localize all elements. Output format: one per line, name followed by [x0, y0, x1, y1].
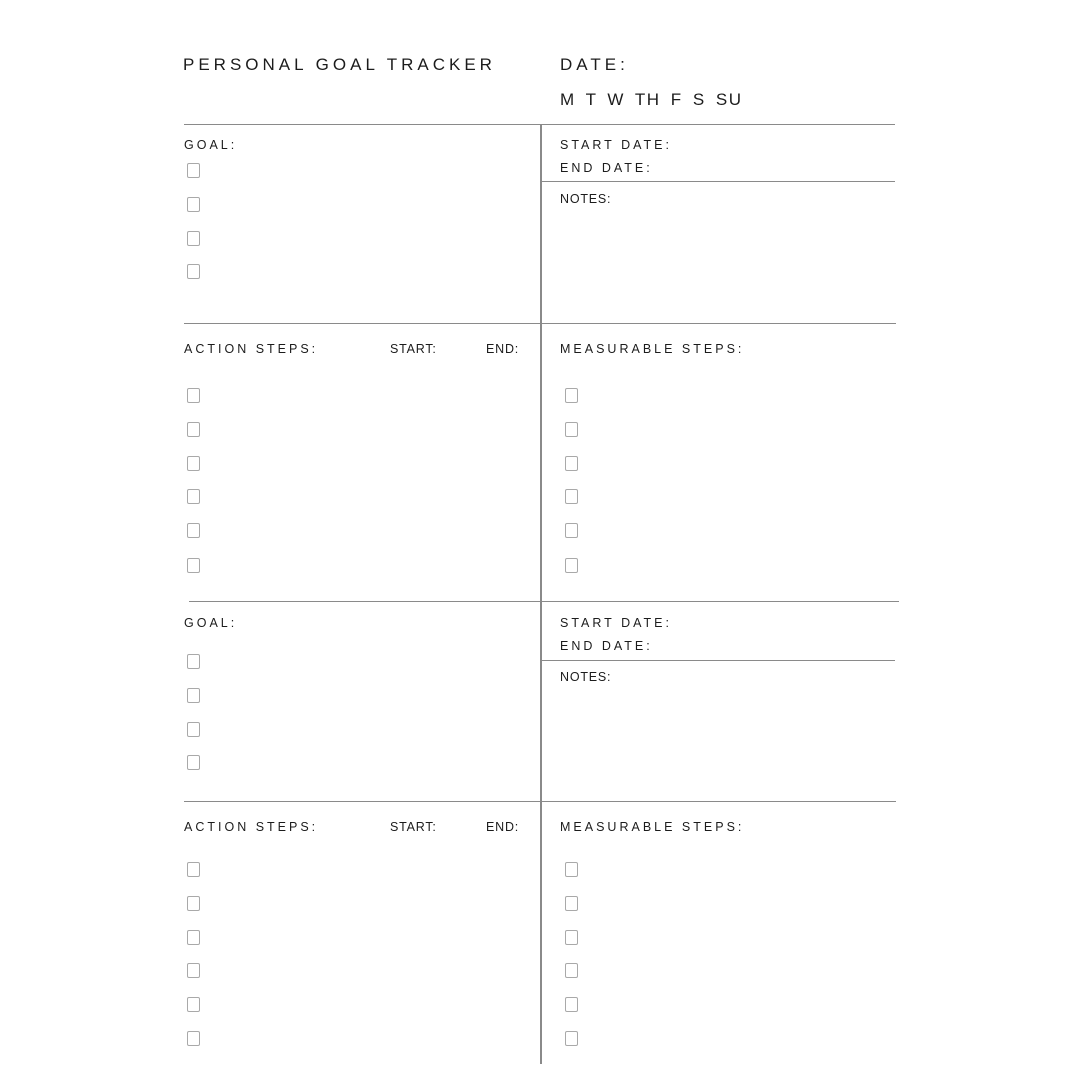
measurable-step-checkbox[interactable] — [565, 523, 578, 538]
goal-checkbox[interactable] — [187, 722, 200, 737]
goal-checkbox[interactable] — [187, 688, 200, 703]
action-step-checkbox[interactable] — [187, 523, 200, 538]
end-date-label: END DATE: — [560, 639, 653, 653]
measurable-step-checkbox[interactable] — [565, 422, 578, 437]
start-label: START: — [390, 820, 437, 834]
date-label: DATE: — [560, 55, 629, 74]
measurable-step-checkbox[interactable] — [565, 862, 578, 877]
goal-checkbox[interactable] — [187, 264, 200, 279]
action-step-checkbox[interactable] — [187, 997, 200, 1012]
action-step-checkbox[interactable] — [187, 388, 200, 403]
start-date-label: START DATE: — [560, 138, 672, 152]
end-label: END: — [486, 820, 520, 834]
measurable-step-checkbox[interactable] — [565, 558, 578, 573]
measurable-step-checkbox[interactable] — [565, 388, 578, 403]
divider — [189, 601, 899, 602]
measurable-step-checkbox[interactable] — [565, 930, 578, 945]
end-date-label: END DATE: — [560, 161, 653, 175]
page-title: PERSONAL GOAL TRACKER — [183, 55, 496, 74]
notes-label: NOTES: — [560, 670, 612, 684]
action-step-checkbox[interactable] — [187, 930, 200, 945]
measurable-steps-label: MEASURABLE STEPS: — [560, 820, 745, 834]
divider — [542, 181, 895, 182]
goal-checkbox[interactable] — [187, 231, 200, 246]
column-divider — [540, 124, 542, 1064]
goal-label: GOAL: — [184, 138, 238, 152]
measurable-step-checkbox[interactable] — [565, 489, 578, 504]
end-label: END: — [486, 342, 520, 356]
notes-label: NOTES: — [560, 192, 612, 206]
goal-checkbox[interactable] — [187, 163, 200, 178]
action-step-checkbox[interactable] — [187, 422, 200, 437]
weekday-row: M T W TH F S SU — [560, 90, 743, 109]
action-steps-label: ACTION STEPS: — [184, 342, 319, 356]
action-steps-label: ACTION STEPS: — [184, 820, 319, 834]
measurable-step-checkbox[interactable] — [565, 997, 578, 1012]
action-step-checkbox[interactable] — [187, 558, 200, 573]
action-step-checkbox[interactable] — [187, 896, 200, 911]
goal-checkbox[interactable] — [187, 755, 200, 770]
action-step-checkbox[interactable] — [187, 489, 200, 504]
action-step-checkbox[interactable] — [187, 963, 200, 978]
measurable-step-checkbox[interactable] — [565, 1031, 578, 1046]
measurable-step-checkbox[interactable] — [565, 456, 578, 471]
measurable-steps-label: MEASURABLE STEPS: — [560, 342, 745, 356]
action-step-checkbox[interactable] — [187, 862, 200, 877]
measurable-step-checkbox[interactable] — [565, 896, 578, 911]
goal-label: GOAL: — [184, 616, 238, 630]
goal-checkbox[interactable] — [187, 197, 200, 212]
measurable-step-checkbox[interactable] — [565, 963, 578, 978]
action-step-checkbox[interactable] — [187, 1031, 200, 1046]
action-step-checkbox[interactable] — [187, 456, 200, 471]
start-date-label: START DATE: — [560, 616, 672, 630]
divider — [542, 660, 895, 661]
start-label: START: — [390, 342, 437, 356]
goal-checkbox[interactable] — [187, 654, 200, 669]
